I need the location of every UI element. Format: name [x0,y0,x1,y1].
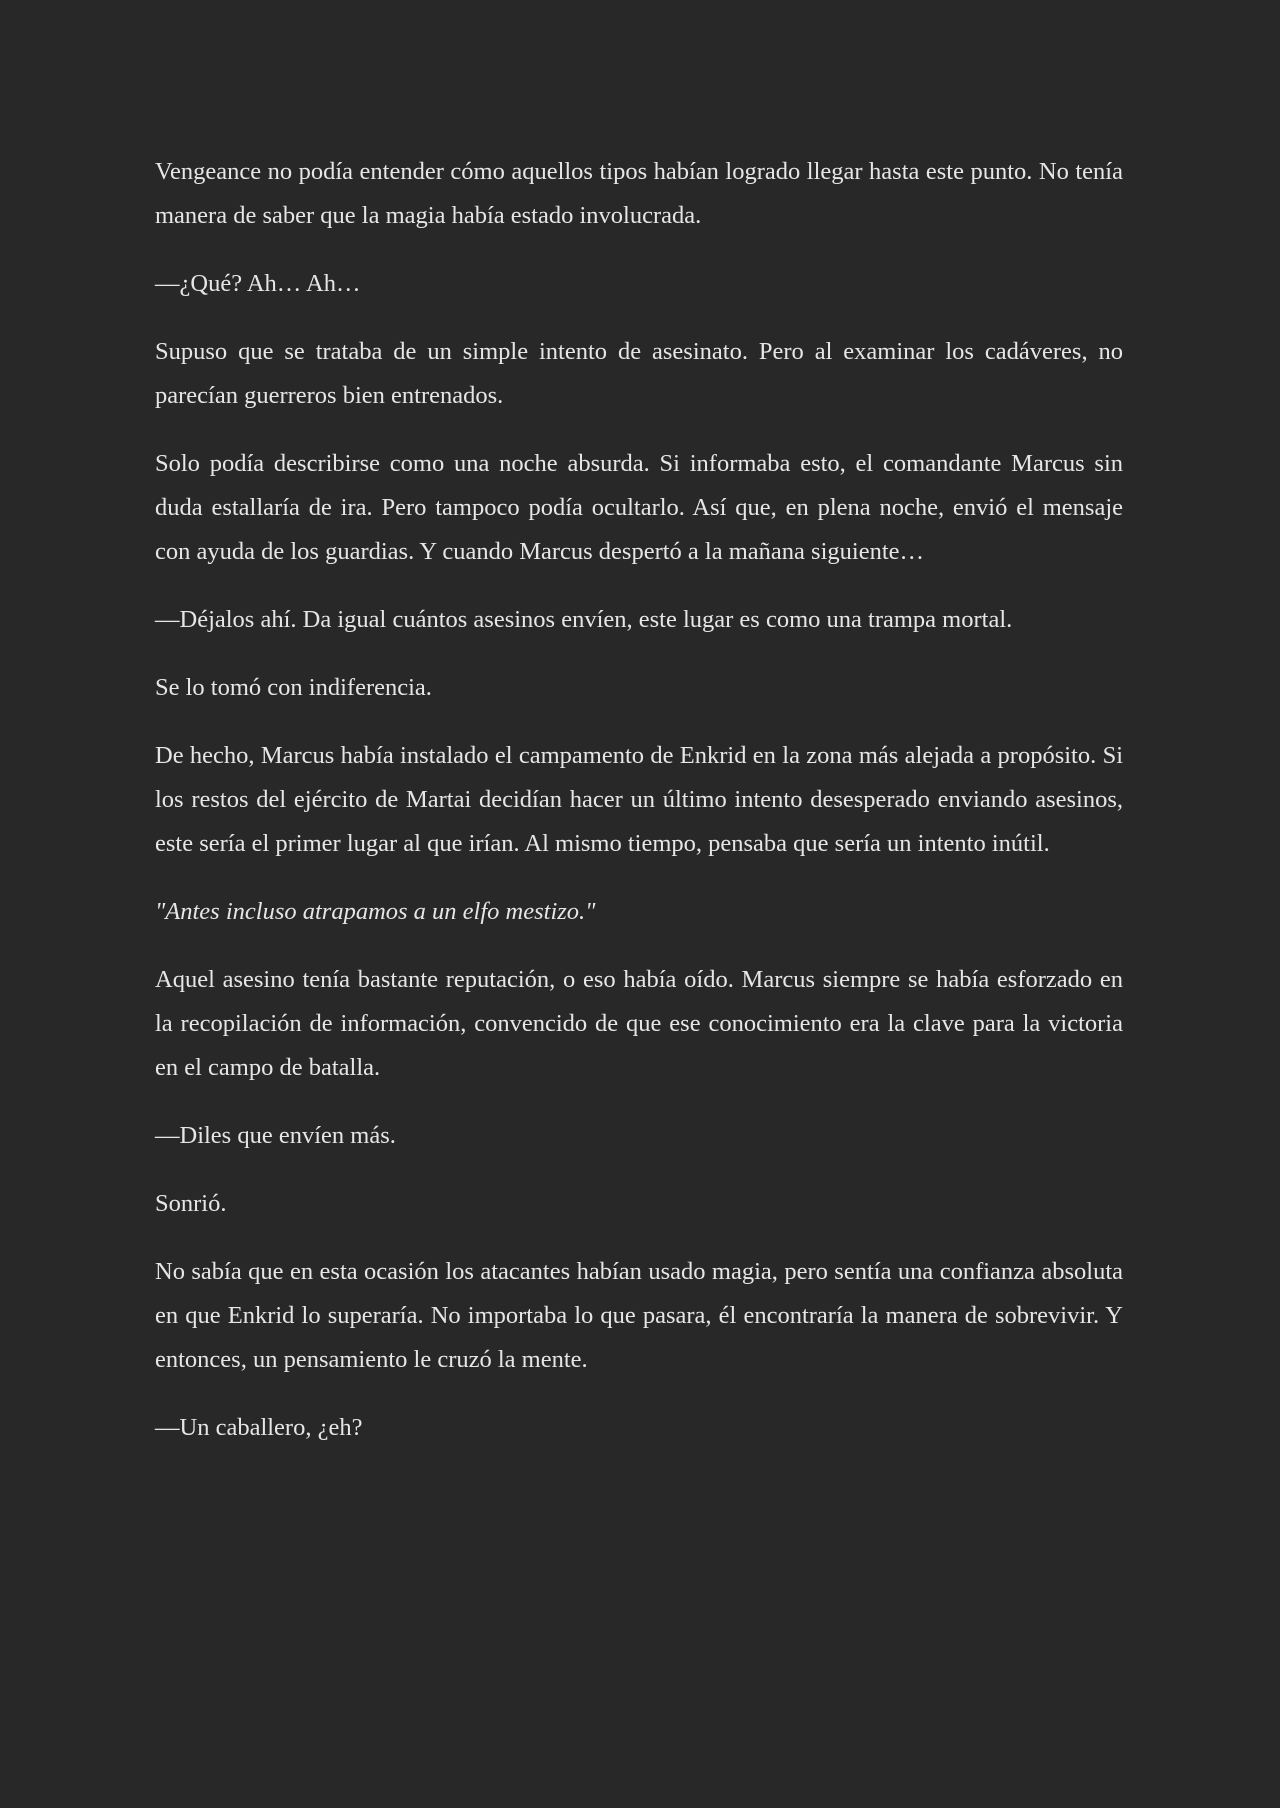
paragraph: Supuso que se trataba de un simple intento de asesinato. Pero al examinar los cadáveres, no parecían guerreros bien entrenados. [155,338,1123,409]
dialogue-line: —Un caballero, ¿eh? [155,1414,363,1441]
document-body [155,150,1123,1474]
paragraph: Sonrió. [155,1190,227,1217]
dialogue-line: —Déjalos ahí. Da igual cuántos asesinos envíen, este lugar es como una trampa mortal. [155,606,1013,633]
paragraph: Vengeance no podía entender cómo aquellos tipos habían logrado llegar hasta este punto. No tenía manera de saber que la magia había estado involucrada. [155,158,1123,229]
paragraph: Se lo tomó con indiferencia. [155,674,432,701]
italic-thought: "Antes incluso atrapamos a un elfo mestizo." [155,898,596,925]
dialogue-line: —Diles que envíen más. [155,1122,396,1149]
paragraph: De hecho, Marcus había instalado el campamento de Enkrid en la zona más alejada a propósito. Si los restos del ejército de Martai decidían hacer un último intento desesperado enviando asesinos, este sería el primer lugar al que irían. Al mismo tiempo, pensaba que sería un intento inútil. [155,742,1123,857]
paragraph: Aquel asesino tenía bastante reputación, o eso había oído. Marcus siempre se había esforzado en la recopilación de información, convencido de que ese conocimiento era la clave para la victoria en el campo de batalla. [155,966,1123,1081]
paragraph: Solo podía describirse como una noche absurda. Si informaba esto, el comandante Marcus sin duda estallaría de ira. Pero tampoco podía ocultarlo. Así que, en plena noche, envió el mensaje con ayuda de los guardias. Y cuando Marcus despertó a la mañana siguiente… [155,450,1123,565]
paragraph: No sabía que en esta ocasión los atacantes habían usado magia, pero sentía una confianza absoluta en que Enkrid lo superaría. No importaba lo que pasara, él encontraría la manera de sobrevivir. Y entonces, un pensamiento le cruzó la mente. [155,1258,1123,1373]
dialogue-line: —¿Qué? Ah… Ah… [155,270,361,297]
